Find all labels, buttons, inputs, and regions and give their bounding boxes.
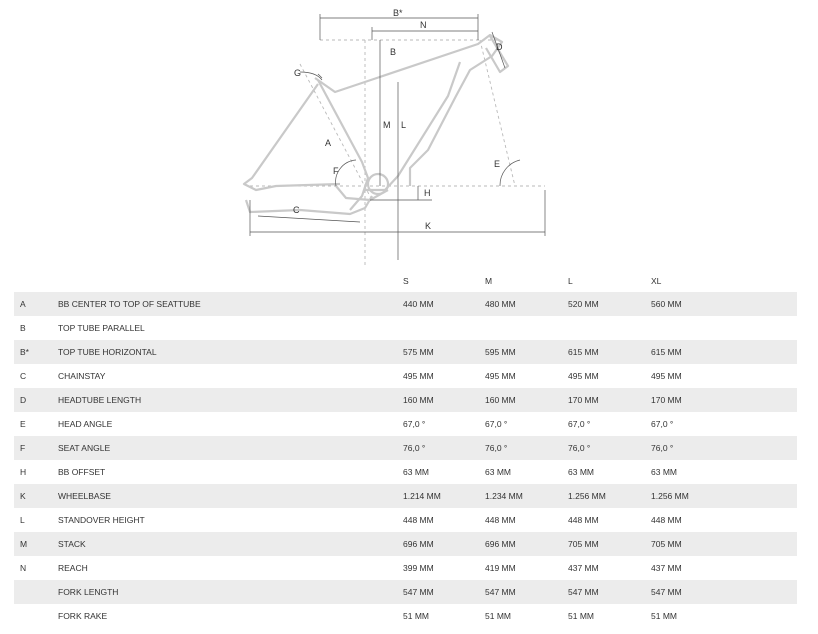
row-measurement: REACH [58,563,88,573]
cell-size-s: 495 MM [403,371,434,381]
cell-size-s: 1.214 MM [403,491,441,501]
label-e: E [494,159,501,169]
cell-size-m [485,316,568,340]
label-k: K [425,221,432,231]
row-key: K [20,491,26,501]
geometry-table [14,270,797,628]
row-key: M [20,539,28,549]
geometry-table-body [14,292,797,628]
label-f: F [333,166,339,176]
cell-size-m: 448 MM [485,515,516,525]
cell-size-m: 51 MM [485,611,511,621]
cell-size-s: 547 MM [403,587,434,597]
down-tube-shape [365,62,460,190]
header-row [14,270,797,292]
table-row [14,556,797,580]
cell-size-l: 495 MM [568,371,599,381]
row-key: C [20,371,27,381]
cell-size-l: 170 MM [568,395,599,405]
row-key: E [20,419,26,429]
header-name [58,270,403,292]
geometry-table-header [14,270,797,292]
cell-size-xl: 437 MM [651,563,682,573]
cell-size-s: 67,0 ° [403,419,426,429]
header-size-m: M [485,276,493,286]
cell-size-xl: 170 MM [651,395,682,405]
cell-size-xl: 63 MM [651,467,677,477]
cell-size-l: 448 MM [568,515,599,525]
label-c: C [293,205,300,215]
row-measurement: HEAD ANGLE [58,419,113,429]
cell-size-m: 1.234 MM [485,491,523,501]
table-row [14,508,797,532]
table-row [14,436,797,460]
label-n: N [420,20,427,30]
row-measurement: CHAINSTAY [58,371,106,381]
cell-size-l: 67,0 ° [568,419,591,429]
cell-size-xl: 1.256 MM [651,491,689,501]
cell-size-l: 520 MM [568,299,599,309]
cell-size-s: 399 MM [403,563,434,573]
cell-size-s: 160 MM [403,395,434,405]
table-row [14,412,797,436]
top-tube-shape [315,35,502,186]
header-size-l: L [568,276,573,286]
cell-size-xl: 51 MM [651,611,677,621]
cell-size-xl: 67,0 ° [651,419,674,429]
cell-size-l: 437 MM [568,563,599,573]
dim-f-arc [336,160,356,186]
label-d: D [496,42,503,52]
label-l: L [401,120,407,130]
header-size-s: S [403,276,409,286]
cell-size-xl: 448 MM [651,515,682,525]
cell-size-s: 440 MM [403,299,434,309]
cell-size-l: 547 MM [568,587,599,597]
label-a: A [325,138,332,148]
frame-geometry-diagram [0,0,818,270]
row-key: D [20,395,27,405]
row-measurement: BB CENTER TO TOP OF SEATTUBE [58,299,201,309]
label-g: G [294,68,302,78]
row-key: H [20,467,27,477]
label-b: B [390,47,397,57]
row-measurement: WHEELBASE [58,491,111,501]
cell-size-m: 480 MM [485,299,516,309]
label-b-star: B* [393,8,403,18]
cell-size-s: 448 MM [403,515,434,525]
row-key: L [20,515,25,525]
cell-size-m: 419 MM [485,563,516,573]
cell-size-xl: 76,0 ° [651,443,674,453]
cell-size-m: 76,0 ° [485,443,508,453]
bike-frame-outline [244,35,508,214]
seat-stay-shape [244,84,340,190]
table-row [14,292,797,316]
cell-size-m: 696 MM [485,539,516,549]
row-key: B* [20,347,29,357]
cell-size-s: 696 MM [403,539,434,549]
cell-size-s: 51 MM [403,611,429,621]
row-measurement: STANDOVER HEIGHT [58,515,145,525]
row-measurement: FORK RAKE [58,611,108,621]
cell-size-m: 595 MM [485,347,516,357]
row-key: F [20,443,26,453]
cell-size-m: 160 MM [485,395,516,405]
row-key [14,604,58,628]
row-measurement: STACK [58,539,86,549]
dim-c [258,216,360,222]
row-key: N [20,563,27,573]
row-key [14,580,58,604]
cell-size-l: 615 MM [568,347,599,357]
cell-size-xl: 495 MM [651,371,682,381]
table-row [14,388,797,412]
cell-size-l: 51 MM [568,611,594,621]
row-measurement: TOP TUBE PARALLEL [58,323,145,333]
cell-size-xl: 615 MM [651,347,682,357]
cell-size-l [568,316,651,340]
cell-size-l: 76,0 ° [568,443,591,453]
table-row [14,340,797,364]
table-row [14,580,797,604]
cell-size-xl: 560 MM [651,299,682,309]
row-measurement: BB OFFSET [58,467,106,477]
row-measurement: FORK LENGTH [58,587,119,597]
cell-size-l: 1.256 MM [568,491,606,501]
cell-size-m: 63 MM [485,467,511,477]
cell-size-xl: 705 MM [651,539,682,549]
table-row [14,460,797,484]
header-key [14,270,58,292]
label-m: M [383,120,391,130]
table-row [14,484,797,508]
cell-size-xl [651,316,797,340]
table-row [14,316,797,340]
row-key: A [20,299,26,309]
cell-size-s [403,316,485,340]
cell-size-s: 575 MM [403,347,434,357]
table-row [14,604,797,628]
row-measurement: TOP TUBE HORIZONTAL [58,347,157,357]
cell-size-s: 63 MM [403,467,429,477]
cell-size-s: 76,0 ° [403,443,426,453]
cell-size-m: 495 MM [485,371,516,381]
table-row [14,532,797,556]
label-h: H [424,188,431,198]
header-size-xl: XL [651,276,662,286]
cell-size-m: 547 MM [485,587,516,597]
table-row [14,364,797,388]
cell-size-xl: 547 MM [651,587,682,597]
frame-diagram-svg [0,0,818,270]
row-measurement: SEAT ANGLE [58,443,111,453]
row-key: B [20,323,26,333]
cell-size-l: 63 MM [568,467,594,477]
cell-size-l: 705 MM [568,539,599,549]
row-measurement: HEADTUBE LENGTH [58,395,142,405]
cell-size-m: 67,0 ° [485,419,508,429]
